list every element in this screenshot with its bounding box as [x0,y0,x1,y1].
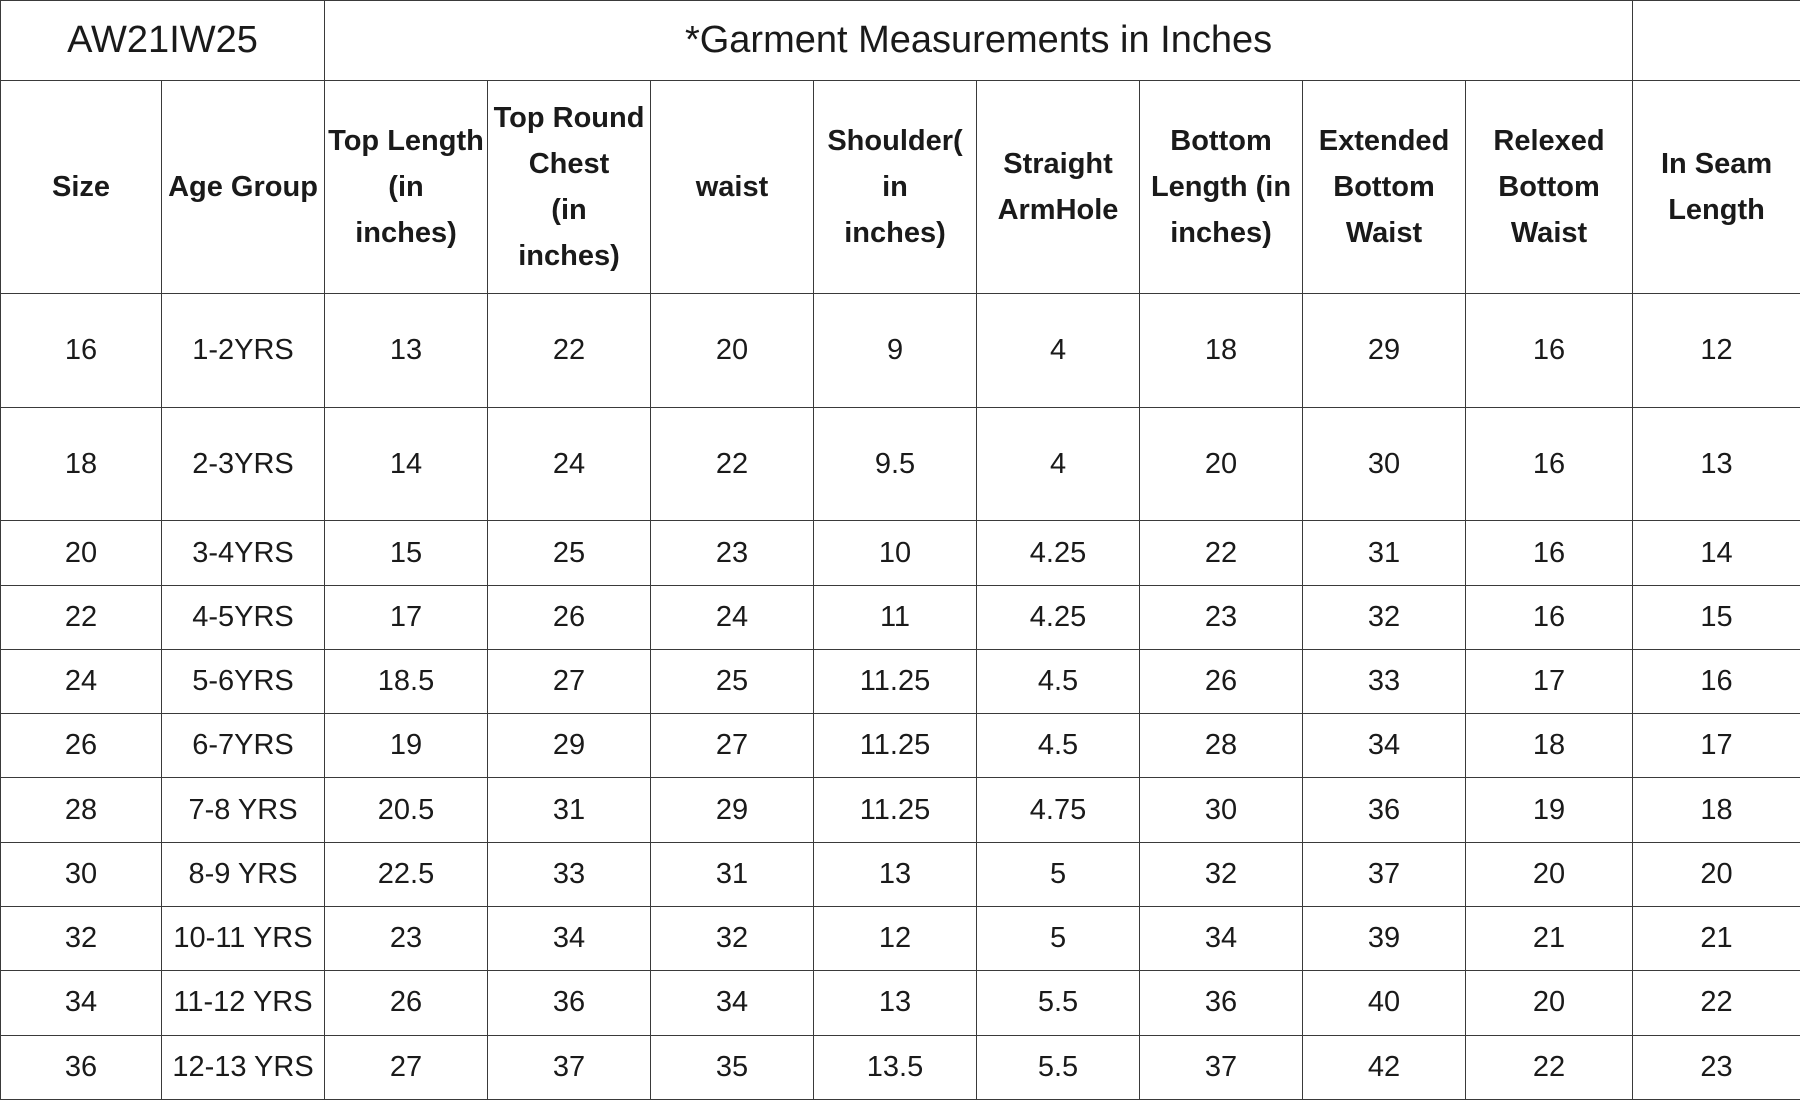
table-cell: 21 [1633,907,1800,971]
size-chart-body [1,1,1800,1100]
table-cell: 20 [1140,407,1303,521]
table-cell: 11.25 [814,649,977,713]
table-cell: 18 [1140,294,1303,408]
table-cell: 3-4YRS [162,521,325,585]
table-cell: 27 [488,649,651,713]
header-row [1,81,1800,294]
table-cell: 22 [1466,1035,1633,1099]
table-cell: 34 [1303,714,1466,778]
table-cell: 32 [1,907,162,971]
table-cell: 37 [488,1035,651,1099]
table-cell: 4.5 [977,714,1140,778]
table-cell: 5-6YRS [162,649,325,713]
table-cell: 30 [1303,407,1466,521]
table-cell: 11-12 YRS [162,971,325,1035]
table-cell: 33 [1303,649,1466,713]
table-cell: 14 [1633,521,1800,585]
table-cell: 34 [488,907,651,971]
table-cell: 22.5 [325,842,488,906]
table-row [1,714,1800,778]
table-cell: 18 [1,407,162,521]
table-cell: 11.25 [814,714,977,778]
table-cell: 22 [488,294,651,408]
column-header-bottom-length: Bottom Length (in inches) [1140,81,1303,294]
table-cell: 17 [325,585,488,649]
table-cell: 23 [1140,585,1303,649]
table-cell: 32 [1140,842,1303,906]
table-cell: 33 [488,842,651,906]
table-cell: 13 [814,842,977,906]
table-cell: 28 [1140,714,1303,778]
table-cell: 22 [1633,971,1800,1035]
table-cell: 15 [1633,585,1800,649]
table-cell: 22 [1140,521,1303,585]
table-cell: 16 [1466,294,1633,408]
column-header-top-length: Top Length (in inches) [325,81,488,294]
table-cell: 12 [814,907,977,971]
table-cell: 39 [1303,907,1466,971]
table-cell: 29 [1303,294,1466,408]
table-cell: 24 [1,649,162,713]
table-row [1,294,1800,408]
table-cell: 17 [1633,714,1800,778]
column-header-size: Size [1,81,162,294]
table-cell: 32 [651,907,814,971]
table-cell: 36 [1140,971,1303,1035]
table-cell: 20 [651,294,814,408]
table-cell: 26 [1140,649,1303,713]
column-header-straight-armhole: Straight ArmHole [977,81,1140,294]
table-cell: 31 [651,842,814,906]
table-cell: 11 [814,585,977,649]
table-cell: 20 [1466,842,1633,906]
table-cell: 5 [977,842,1140,906]
table-cell: 22 [651,407,814,521]
table-cell: 13 [814,971,977,1035]
table-cell: 2-3YRS [162,407,325,521]
column-header-waist: waist [651,81,814,294]
table-cell: 26 [488,585,651,649]
table-cell: 42 [1303,1035,1466,1099]
table-cell: 31 [1303,521,1466,585]
table-cell: 4.25 [977,521,1140,585]
table-cell: 12-13 YRS [162,1035,325,1099]
table-cell: 4.75 [977,778,1140,842]
table-cell: 23 [325,907,488,971]
table-cell: 29 [651,778,814,842]
title-row [1,1,1800,81]
table-cell: 10-11 YRS [162,907,325,971]
table-cell: 34 [1,971,162,1035]
table-row [1,907,1800,971]
table-cell: 30 [1,842,162,906]
table-cell: 16 [1633,649,1800,713]
table-row [1,971,1800,1035]
table-cell: 4.25 [977,585,1140,649]
table-cell: 19 [1466,778,1633,842]
table-cell: 29 [488,714,651,778]
table-cell: 13 [325,294,488,408]
table-cell: 18 [1466,714,1633,778]
column-header-top-round-chest: Top Round Chest (in inches) [488,81,651,294]
table-cell: 36 [488,971,651,1035]
table-row [1,1035,1800,1099]
table-cell: 21 [1466,907,1633,971]
table-cell: 16 [1466,585,1633,649]
table-cell: 34 [651,971,814,1035]
table-cell: 20.5 [325,778,488,842]
table-cell: 5.5 [977,1035,1140,1099]
table-row [1,778,1800,842]
table-cell: 20 [1,521,162,585]
table-cell: 1-2YRS [162,294,325,408]
table-row [1,649,1800,713]
column-header-relaxed-bottom-waist: Relexed Bottom Waist [1466,81,1633,294]
table-cell: 27 [325,1035,488,1099]
style-code: AW21IW25 [1,1,325,81]
table-cell: 40 [1303,971,1466,1035]
table-cell: 37 [1140,1035,1303,1099]
table-cell: 23 [1633,1035,1800,1099]
column-header-shoulder: Shoulder( in inches) [814,81,977,294]
table-cell: 8-9 YRS [162,842,325,906]
table-cell: 27 [651,714,814,778]
table-cell: 4 [977,407,1140,521]
table-cell: 15 [325,521,488,585]
table-cell: 5.5 [977,971,1140,1035]
table-cell: 25 [651,649,814,713]
table-cell: 20 [1466,971,1633,1035]
table-cell: 4 [977,294,1140,408]
table-cell: 16 [1466,407,1633,521]
table-cell: 11.25 [814,778,977,842]
table-cell: 9.5 [814,407,977,521]
table-row [1,842,1800,906]
table-row [1,407,1800,521]
table-cell: 9 [814,294,977,408]
table-cell: 36 [1303,778,1466,842]
table-cell: 26 [1,714,162,778]
table-cell: 18.5 [325,649,488,713]
column-header-age-group: Age Group [162,81,325,294]
table-cell: 7-8 YRS [162,778,325,842]
table-cell: 13.5 [814,1035,977,1099]
table-cell: 30 [1140,778,1303,842]
table-cell: 4.5 [977,649,1140,713]
table-cell: 37 [1303,842,1466,906]
table-cell: 13 [1633,407,1800,521]
table-cell: 19 [325,714,488,778]
table-cell: 16 [1466,521,1633,585]
table-title: *Garment Measurements in Inches [325,1,1633,81]
table-cell: 35 [651,1035,814,1099]
table-cell: 6-7YRS [162,714,325,778]
table-cell: 14 [325,407,488,521]
column-header-extended-bottom-waist: Extended Bottom Waist [1303,81,1466,294]
table-cell: 20 [1633,842,1800,906]
table-cell: 24 [488,407,651,521]
table-cell: 36 [1,1035,162,1099]
table-row [1,585,1800,649]
table-cell: 28 [1,778,162,842]
table-cell: 24 [651,585,814,649]
table-cell: 22 [1,585,162,649]
title-note-cell [1633,1,1800,81]
table-cell: 34 [1140,907,1303,971]
table-cell: 5 [977,907,1140,971]
table-cell: 17 [1466,649,1633,713]
table-cell: 25 [488,521,651,585]
table-cell: 4-5YRS [162,585,325,649]
table-cell: 16 [1,294,162,408]
column-header-in-seam-length: In Seam Length [1633,81,1800,294]
table-cell: 12 [1633,294,1800,408]
table-cell: 18 [1633,778,1800,842]
table-cell: 23 [651,521,814,585]
table-row [1,521,1800,585]
table-cell: 10 [814,521,977,585]
table-cell: 31 [488,778,651,842]
table-cell: 32 [1303,585,1466,649]
table-cell: 26 [325,971,488,1035]
